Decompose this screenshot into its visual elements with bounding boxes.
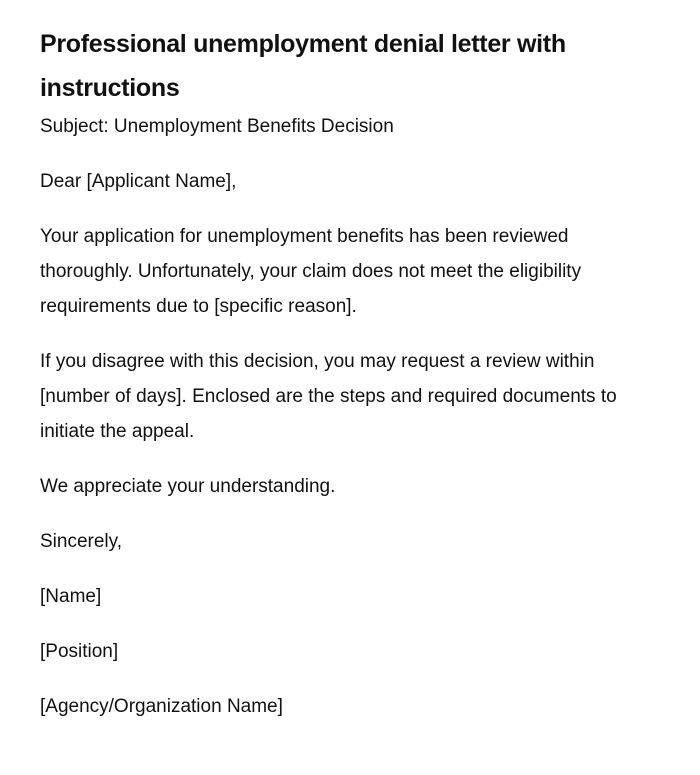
signature-organization: [Agency/Organization Name]: [40, 696, 283, 717]
closing: Sincerely,: [40, 531, 123, 552]
body-paragraph: If you disagree with this decision, you may request a review within [number of days]. Enclosed are the steps and required documents to initiate the appeal.: [40, 351, 617, 442]
body-paragraph: We appreciate your understanding.: [40, 476, 336, 497]
greeting: Dear [Applicant Name],: [40, 171, 237, 192]
subject-line: Subject: Unemployment Benefits Decision: [40, 116, 394, 137]
signature-position: [Position]: [40, 641, 119, 662]
body-paragraph: Your application for unemployment benefits has been reviewed thoroughly. Unfortunately, your claim does not meet the eligibility requirements due to [specific reason].: [40, 226, 582, 317]
page-title: Professional unemployment denial letter with instructions: [40, 30, 566, 102]
signature-name: [Name]: [40, 586, 102, 607]
